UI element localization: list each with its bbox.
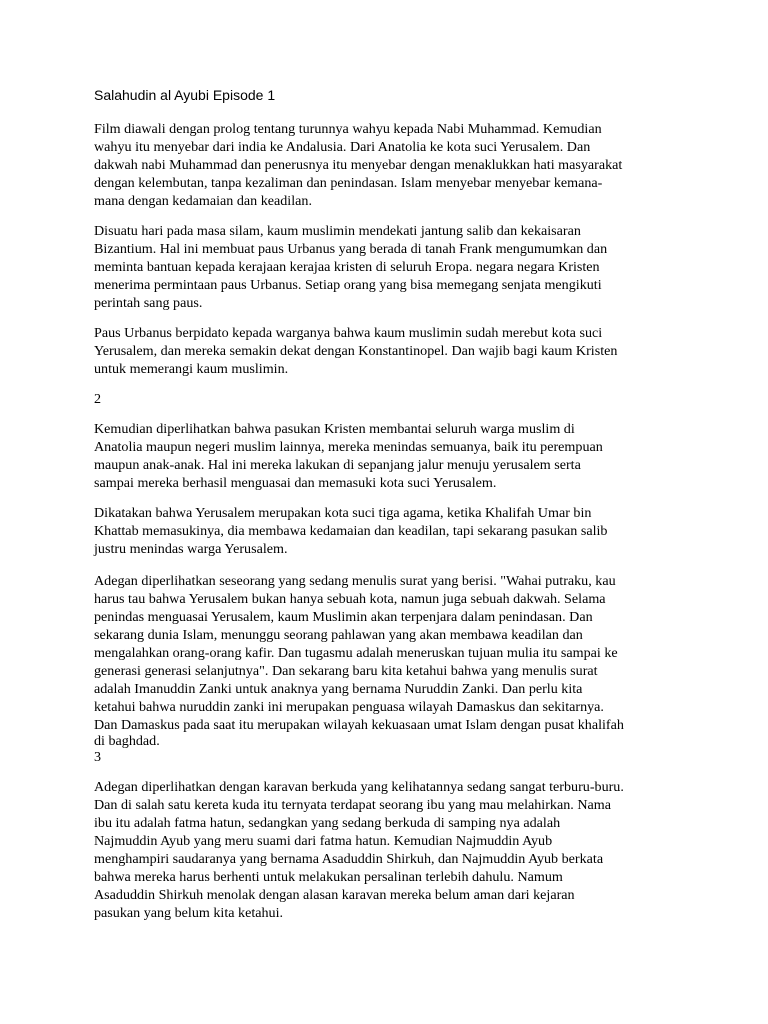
text-line: di baghdad. <box>94 733 160 749</box>
page-number: 3 <box>94 749 102 765</box>
text-line: untuk memerangi kaum muslimin. <box>94 361 289 377</box>
text-line: perintah sang paus. <box>94 295 203 311</box>
document-title: Salahudin al Ayubi Episode 1 <box>94 87 276 103</box>
text-line: Bizantium. Hal ini membuat paus Urbanus yang berada di tanah Frank mengumumkan dan <box>94 241 608 257</box>
text-line: Film diawali dengan prolog tentang turunnya wahyu kepada Nabi Muhammad. Kemudian <box>94 121 602 137</box>
text-line: maupun anak-anak. Hal ini mereka lakukan di sepanjang jalur menuju yerusalem serta <box>94 457 581 473</box>
text-line: Khattab memasukinya, dia membawa kedamaian dan keadilan, tapi sekarang pasukan salib <box>94 523 608 539</box>
text-line: Disuatu hari pada masa silam, kaum muslimin mendekati jantung salib dan kekaisaran <box>94 223 581 239</box>
text-line: wahyu itu menyebar dari india ke Andalusia. Dari Anatolia ke kota suci Yerusalem. Dan <box>94 139 591 155</box>
text-line: dakwah nabi Muhammad dan penerusnya itu menyebar dengan menaklukkan hati masyarakat <box>94 157 623 173</box>
text-line: justru menindas warga Yerusalem. <box>94 541 288 557</box>
text-line: meminta bantuan kepada kerajaan kerajaa kristen di seluruh Eropa. negara negara Kristen <box>94 259 600 275</box>
text-line: Yerusalem, dan mereka semakin dekat dengan Konstantinopel. Dan wajib bagi kaum Kristen <box>94 343 618 359</box>
text-line: Najmuddin Ayub yang meru suami dari fatma hatun. Kemudian Najmuddin Ayub <box>94 833 553 849</box>
text-line: harus tau bahwa Yerusalem bukan hanya sebuah kota, namun juga sebuah dakwah. Selama <box>94 591 606 607</box>
text-line: sampai mereka berhasil menguasai dan memasuki kota suci Yerusalem. <box>94 475 497 491</box>
text-line: Kemudian diperlihatkan bahwa pasukan Kristen membantai seluruh warga muslim di <box>94 421 575 437</box>
text-line: Asaduddin Shirkuh menolak dengan alasan karavan mereka belum aman dari kejaran <box>94 887 575 903</box>
text-line: Dan Damaskus pada saat itu merupakan wilayah kekuasaan umat Islam dengan pusat khalifah <box>94 717 624 733</box>
text-line: mana dengan kedamaian dan keadilan. <box>94 193 312 209</box>
text-line: Dan di salah satu kereta kuda itu ternyata terdapat seorang ibu yang mau melahirkan. Nama <box>94 797 611 813</box>
text-line: ibu itu adalah fatma hatun, sedangkan yang sedang berkuda di samping nya adalah <box>94 815 561 831</box>
text-line: dengan kelembutan, tanpa kezaliman dan penindasan. Islam menyebar menyebar kemana- <box>94 175 603 191</box>
text-line: Anatolia maupun negeri muslim lainnya, mereka menindas semuanya, baik itu perempuan <box>94 439 603 455</box>
text-line: mengalahkan orang-orang kafir. Dan tugasmu adalah meneruskan tujuan mulia itu sampai ke <box>94 645 618 661</box>
text-line: Adegan diperlihatkan seseorang yang sedang menulis surat yang berisi. "Wahai putraku, kau <box>94 573 616 589</box>
text-line: Adegan diperlihatkan dengan karavan berkuda yang kelihatannya sedang sangat terburu-buru. <box>94 779 624 795</box>
text-line: pasukan yang belum kita ketahui. <box>94 905 284 921</box>
text-line: menerima permintaan paus Urbanus. Setiap orang yang bisa memegang senjata mengikuti <box>94 277 602 293</box>
text-line: generasi generasi selanjutnya". Dan sekarang baru kita ketahui bahwa yang menulis surat <box>94 663 598 679</box>
text-line: Dikatakan bahwa Yerusalem merupakan kota suci tiga agama, ketika Khalifah Umar bin <box>94 505 592 521</box>
text-line: sekarang dunia Islam, menunggu seorang pahlawan yang akan membawa keadilan dan <box>94 627 583 643</box>
text-line: menghampiri saudaranya yang bernama Asaduddin Shirkuh, dan Najmuddin Ayub berkata <box>94 851 604 867</box>
text-line: penindas menguasai Yerusalem, kaum Muslimin akan terpenjara dalam penindasan. Dan <box>94 609 593 625</box>
page-number: 2 <box>94 391 102 407</box>
text-line: Paus Urbanus berpidato kepada warganya bahwa kaum muslimin sudah merebut kota suci <box>94 325 603 341</box>
text-line: ketahui bahwa nuruddin zanki ini merupakan penguasa wilayah Damaskus dan sekitarnya. <box>94 699 604 715</box>
text-line: adalah Imanuddin Zanki untuk anaknya yang bernama Nuruddin Zanki. Dan perlu kita <box>94 681 583 697</box>
text-line: bahwa mereka harus berhenti untuk melakukan persalinan terlebih dahulu. Namum <box>94 869 563 885</box>
